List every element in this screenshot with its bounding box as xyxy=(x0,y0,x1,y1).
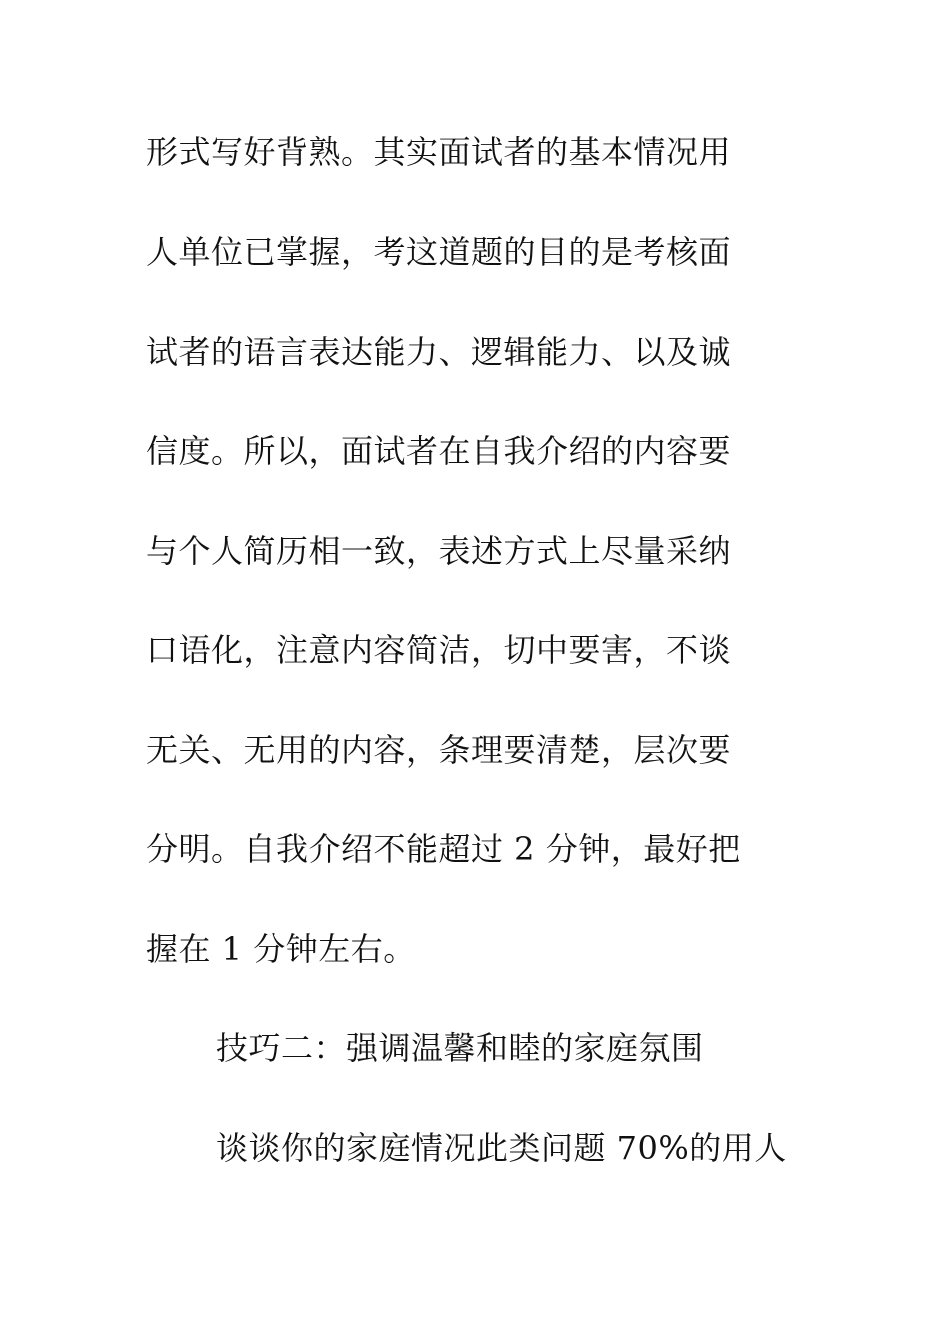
body-text-line: 口语化，注意内容简洁，切中要害，不谈 xyxy=(146,631,732,669)
body-text-line: 谈谈你的家庭情况此类问题 70%的用人 xyxy=(216,1129,787,1167)
body-text-line: 分明。自我介绍不能超过 2 分钟，最好把 xyxy=(146,830,741,868)
body-text-line: 与个人简历相一致，表述方式上尽量采纳 xyxy=(146,532,732,570)
body-text-line: 形式写好背熟。其实面试者的基本情况用 xyxy=(146,133,732,171)
body-text-line: 人单位已掌握，考这道题的目的是考核面 xyxy=(146,233,732,271)
body-text-line: 信度。所以，面试者在自我介绍的内容要 xyxy=(146,432,732,470)
body-text-line: 试者的语言表达能力、逻辑能力、以及诚 xyxy=(146,333,732,371)
section-heading: 技巧二：强调温馨和睦的家庭氛围 xyxy=(216,1029,704,1067)
body-text-line: 无关、无用的内容，条理要清楚，层次要 xyxy=(146,731,732,769)
body-text-line: 握在 1 分钟左右。 xyxy=(146,930,416,968)
